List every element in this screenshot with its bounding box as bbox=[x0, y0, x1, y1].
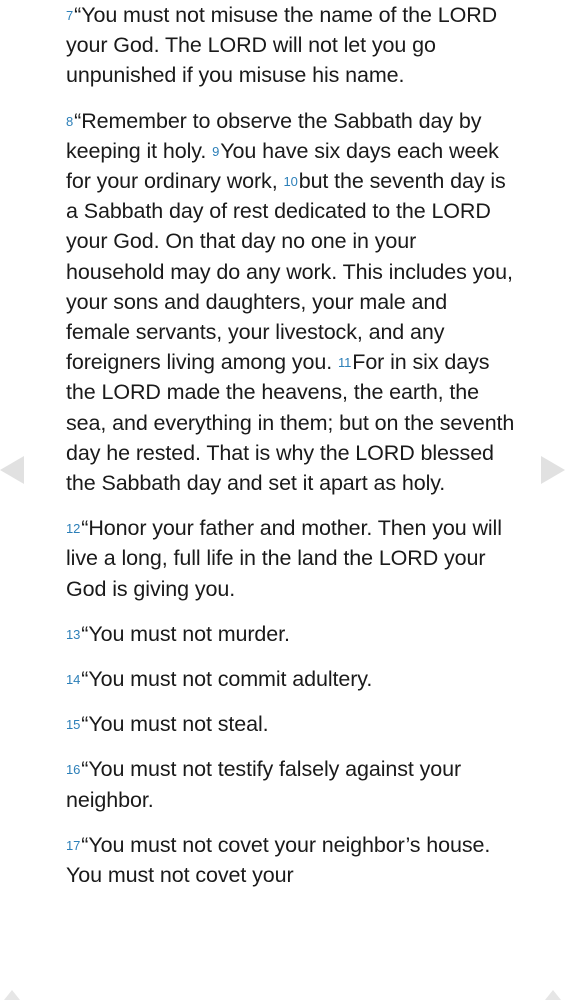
verse-number[interactable]: 8 bbox=[66, 113, 74, 129]
verse-number[interactable]: 13 bbox=[66, 626, 81, 642]
verse-number[interactable]: 15 bbox=[66, 717, 81, 733]
next-chapter-triangle-right-icon[interactable] bbox=[541, 456, 565, 484]
verse-number[interactable]: 12 bbox=[66, 521, 81, 537]
verse-number[interactable]: 17 bbox=[66, 837, 81, 853]
verse-number[interactable]: 11 bbox=[337, 355, 352, 371]
verse-text: “You must not murder. bbox=[81, 621, 290, 646]
verse-text: You have six days each week for your ordinary work, bbox=[66, 138, 499, 194]
verse-number[interactable]: 10 bbox=[283, 174, 298, 190]
verse-paragraph bbox=[66, 619, 516, 649]
scroll-corner-up-icon bbox=[4, 990, 20, 1000]
scroll-corner-up-icon bbox=[545, 990, 561, 1000]
verse-number[interactable]: 7 bbox=[66, 8, 74, 23]
verse-paragraph bbox=[66, 830, 516, 890]
verse-text: “You must not testify falsely against your neighbor. bbox=[66, 757, 462, 812]
verse-paragraph bbox=[66, 754, 516, 814]
verse-paragraph bbox=[66, 513, 516, 604]
verse-paragraph bbox=[66, 664, 516, 694]
verse-text: “You must not covet your neighbor’s house. You must not covet your bbox=[66, 832, 491, 888]
verse-number[interactable]: 16 bbox=[66, 762, 81, 778]
verse-text: “Honor your father and mother. Then you will live a long, full life in the land the LORD your God is giving you. bbox=[66, 516, 502, 601]
verse-text: For in six days the LORD made the heavens, the earth, the sea, and everything in them; but on the seventh day he rested. That is why the LORD blessed the Sabbath day and set it apart as holy. bbox=[66, 350, 515, 496]
verse-text: but the seventh day is a Sabbath day of rest dedicated to the LORD your God. On that day no one in your household may do any work. This includes you, your sons and daughters, your male and female servants, your livestock, and any foreigners living among you. bbox=[66, 169, 513, 375]
verse-paragraph bbox=[66, 106, 516, 499]
verse-number[interactable]: 9 bbox=[212, 143, 220, 159]
verse-text: “Remember to observe the Sabbath day by keeping it holy. bbox=[66, 108, 482, 163]
verse-text: “You must not steal. bbox=[81, 712, 269, 737]
verse-number[interactable]: 14 bbox=[66, 672, 81, 688]
verse-paragraph bbox=[66, 709, 516, 739]
verse-text: “You must not misuse the name of the LORD your God. The LORD will not let you go unpunished if you misuse his name. bbox=[66, 3, 498, 88]
verse-text: “You must not commit adultery. bbox=[81, 667, 373, 692]
previous-chapter-triangle-left-icon[interactable] bbox=[0, 456, 24, 484]
scripture-reader bbox=[66, 0, 516, 905]
verse-paragraph bbox=[66, 0, 516, 91]
